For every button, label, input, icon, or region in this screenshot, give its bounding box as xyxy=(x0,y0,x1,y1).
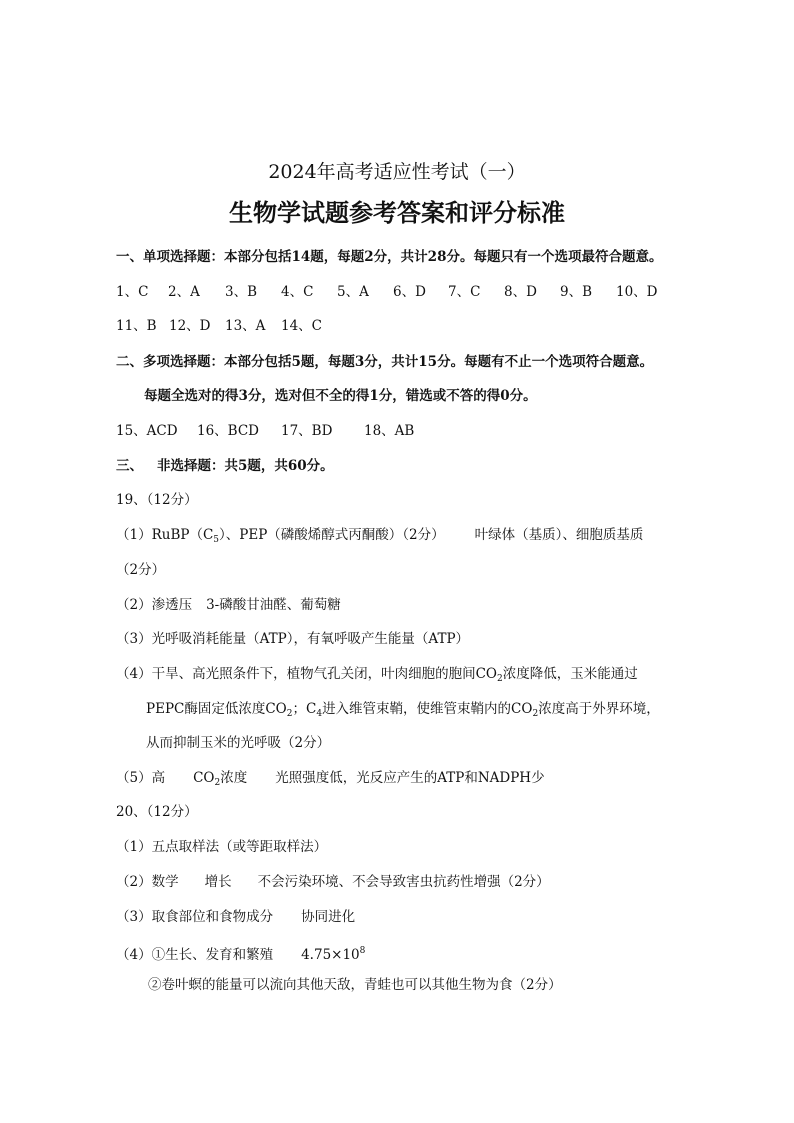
section3-heading xyxy=(116,457,334,475)
section3-text: 非选择题：共5题，共60分。 xyxy=(157,458,334,474)
q19-p1-text-a: （1）RuBP（C xyxy=(116,527,214,543)
q20-p4-text-a: （4）①生长、发育和繁殖 xyxy=(116,947,274,963)
answer-2: 2、A xyxy=(168,284,200,300)
q19-part1-continued: （2分） xyxy=(116,562,166,578)
q20-p4-superscript: 8 xyxy=(359,946,366,956)
q20-p2-text-b: 增长 xyxy=(204,874,232,890)
q19-p4-subscript-2: 2 xyxy=(286,709,293,719)
answer-17: 17、BD xyxy=(281,423,333,439)
q20-part4-line1 xyxy=(116,942,365,964)
q20-p3-text-b: 协同进化 xyxy=(301,909,356,925)
q19-p4-subscript-1: 2 xyxy=(497,674,503,684)
answer-10: 10、D xyxy=(616,284,658,300)
q20-p2-text-c: 不会污染环境、不会导致害虫抗药性增强（2分） xyxy=(257,874,550,890)
q19-p4-text-a: （4）干旱、高光照条件下，植物气孔关闭，叶肉细胞的胞间CO xyxy=(116,666,497,682)
q20-part4-line2: ②卷叶螟的能量可以流向其他天敌，青蛙也可以其他生物为食（2分） xyxy=(148,977,562,993)
q19-part1 xyxy=(116,526,643,549)
q19-part3: （3）光呼吸消耗能量（ATP），有氧呼吸产生能量（ATP） xyxy=(116,631,470,647)
q20-p4-text-b: 4.75×10 xyxy=(301,947,360,963)
answer-12: 12、D xyxy=(169,318,211,334)
answer-3: 3、B xyxy=(225,284,258,300)
q19-p5-text-b: CO xyxy=(193,770,215,786)
q20-part2 xyxy=(116,873,550,891)
answer-1: 1、C xyxy=(116,284,149,300)
q19-p2-text-a: （2）渗透压 xyxy=(116,597,193,613)
q19-p5-text-d: 光照强度低，光反应产生的ATP和NADPH少 xyxy=(275,770,545,786)
answer-8: 8、D xyxy=(504,284,537,300)
q19-p5-text-a: （5）高 xyxy=(116,770,166,786)
section1-heading: 一、单项选择题：本部分包括14题，每题2分，共计28分。每题只有一个选项最符合题意。 xyxy=(116,249,663,265)
section2-heading: 二、多项选择题：本部分包括5题，每题3分，共计15分。每题有不止一个选项符合题意。 xyxy=(116,354,654,370)
q20-part1: （1）五点取样法（或等距取样法） xyxy=(116,839,328,855)
page-title: 生物学试题参考答案和评分标准 xyxy=(229,198,565,227)
q20-title: 20、（12分） xyxy=(116,804,198,820)
q19-p1-text-c: 叶绿体（基质）、细胞质基质 xyxy=(474,527,644,543)
q19-part2 xyxy=(116,596,341,614)
q19-part5 xyxy=(116,769,545,792)
answer-16: 16、BCD xyxy=(197,423,260,439)
answer-11: 11、B xyxy=(116,318,157,334)
answer-6: 6、D xyxy=(393,284,426,300)
q19-p4-text-b: 浓度降低，玉米能通过 xyxy=(502,666,638,682)
q19-p5-subscript: 2 xyxy=(214,778,221,788)
q19-p4-text-c: PEPC酶固定低浓度CO xyxy=(146,701,287,717)
answer-18: 18、AB xyxy=(364,423,415,439)
q19-title: 19、（12分） xyxy=(116,492,198,508)
answer-14: 14、C xyxy=(281,318,323,334)
q19-p4-subscript-4: 2 xyxy=(532,709,539,719)
q19-p4-text-d: ；C xyxy=(292,701,317,717)
answer-13: 13、A xyxy=(225,318,266,334)
q20-part3 xyxy=(116,908,355,926)
q19-p1-subscript: 5 xyxy=(213,535,220,545)
q19-p4-text-e: 进入维管束鞘，使维管束鞘内的CO xyxy=(322,701,533,717)
q19-part4-line3: 从而抑制玉米的光呼吸（2分） xyxy=(146,735,331,751)
answer-9: 9、B xyxy=(560,284,593,300)
exam-title: 2024年高考适应性考试（一） xyxy=(268,161,526,183)
section2-note: 每题全选对的得3分，选对但不全的得1分，错选或不答的得0分。 xyxy=(144,388,537,404)
q20-p3-text-a: （3）取食部位和食物成分 xyxy=(116,909,274,925)
q19-part4-line2 xyxy=(146,700,660,723)
answer-15: 15、ACD xyxy=(116,423,178,439)
q19-part4-line1 xyxy=(116,665,638,688)
answer-4: 4、C xyxy=(281,284,314,300)
q19-p4-subscript-3: 4 xyxy=(316,709,323,719)
q19-p5-text-c: 浓度 xyxy=(220,770,248,786)
q19-p2-text-b: 3-磷酸甘油醛、葡萄糖 xyxy=(206,597,341,613)
q20-p2-text-a: （2）数学 xyxy=(116,874,179,890)
q19-p1-text-b: ）、PEP（磷酸烯醇式丙酮酸）（2分） xyxy=(219,527,445,543)
q19-p4-text-f: 浓度高于外界环境， xyxy=(538,701,660,717)
answer-7: 7、C xyxy=(448,284,481,300)
section3-number: 三、 xyxy=(116,458,143,474)
answer-5: 5、A xyxy=(337,284,369,300)
